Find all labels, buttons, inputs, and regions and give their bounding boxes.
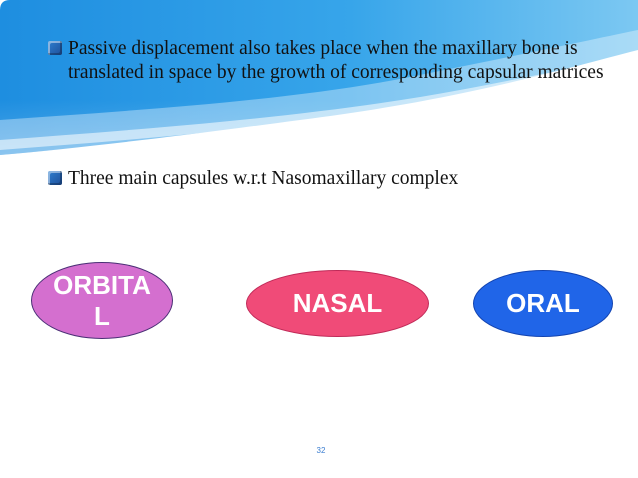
bullet-text: Passive displacement also takes place when the maxillary bone is translated in space by the growth of corresponding capsular matrices [68, 38, 604, 83]
bullet-passive-displacement [48, 37, 608, 85]
oral-capsule-label: ORAL [506, 288, 580, 318]
page-number: 32 [316, 446, 326, 455]
orbital-capsule-label: ORBITA L [53, 269, 151, 331]
nasal-capsule-oval [246, 270, 429, 337]
blue-square-bullet-icon [48, 41, 62, 55]
bullet-text: Three main capsules w.r.t Nasomaxillary complex [68, 168, 459, 189]
nasal-capsule-label: NASAL [292, 288, 383, 318]
blue-square-bullet-icon [48, 171, 62, 185]
orbital-capsule-oval [31, 262, 173, 339]
oral-capsule-oval [473, 270, 613, 337]
bullet-three-capsules [48, 167, 608, 191]
